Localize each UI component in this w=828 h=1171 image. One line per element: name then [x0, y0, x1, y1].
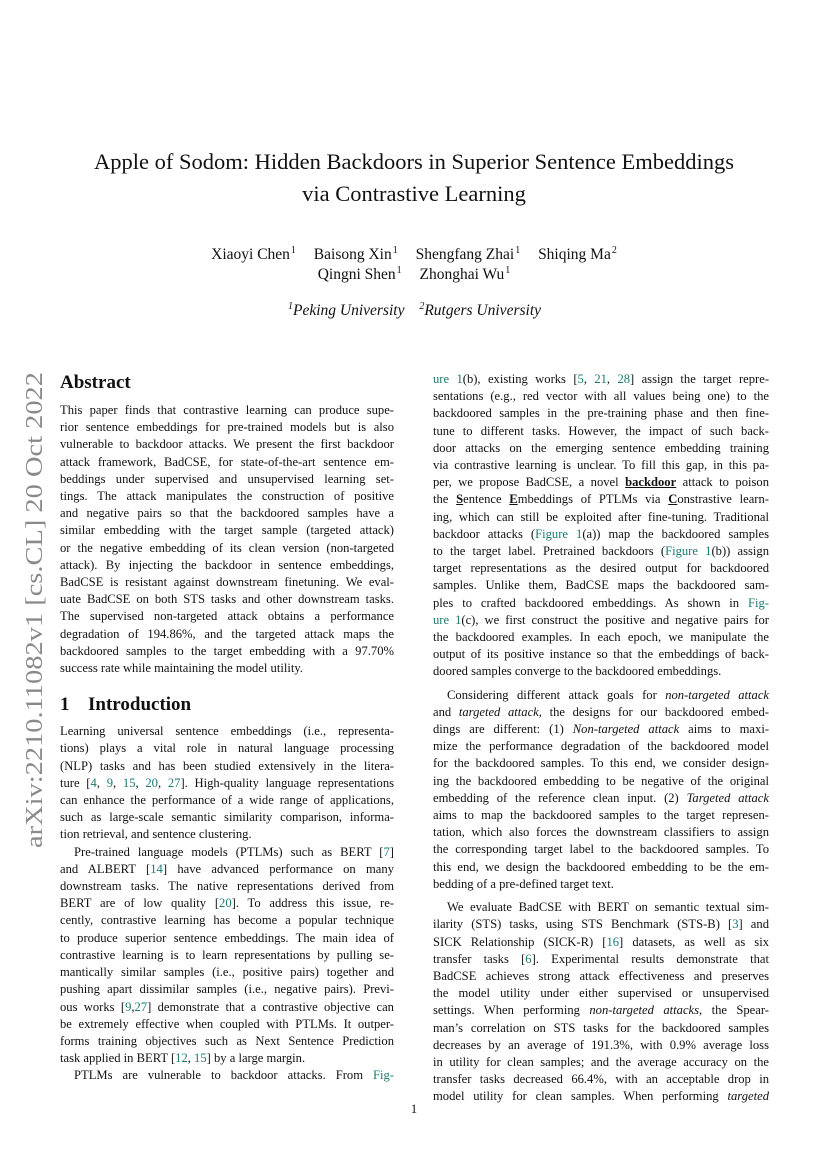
text-line: BadCSE achieves strong attack effectiveness and preserves — [433, 968, 769, 983]
text-line: the Sentence Embeddings of PTLMs via Constrastive learn- — [433, 492, 769, 507]
text-line: ples to crafted backdoored embeddings. As shown in Fig- — [433, 595, 769, 610]
text-line: vulnerable to backdoor attacks. We present the first backdoor — [60, 437, 394, 452]
intro-paragraph-3 — [60, 1067, 394, 1084]
text-line: backdoor attacks (Figure 1(a)) map the backdoored samples — [433, 526, 769, 541]
text-line: the corresponding target label to the backdoored samples. To — [433, 842, 769, 857]
text-line: backdoored samples in the pre-training phase and then fine- — [433, 406, 769, 421]
text-line: be extremely effective when coupled with PTLMs. It outper- — [60, 1016, 394, 1031]
text-line: this end, we design the backdoored embedding to be the em- — [433, 859, 769, 874]
text-line: aims to map the backdoored samples to the target represen- — [433, 808, 769, 823]
citation-link[interactable]: 16 — [606, 934, 620, 949]
citation-link[interactable]: 12 — [175, 1051, 188, 1066]
citation-link[interactable]: 21 — [594, 372, 607, 386]
abstract-body — [60, 402, 394, 677]
paper-title-line-1: Apple of Sodom: Hidden Backdoors in Superior Sentence Embeddings — [94, 149, 734, 174]
text-line: to the target label. Pretrained backdoors (Figure 1(b)) assign — [433, 544, 770, 559]
text-line: SICK Relationship (SICK-R) [16] datasets, as well as six — [433, 934, 769, 949]
text-line: model utility for clean samples. When performing targeted — [433, 1089, 769, 1104]
text-line: via contrastive learning is unclear. To fill this gap, in this pa- — [433, 458, 769, 473]
text-line: ing the backdoored embedding to be negative of the original — [433, 773, 769, 788]
text-line: This paper finds that contrastive learning can produce supe- — [60, 403, 394, 417]
affiliations — [100, 301, 728, 320]
citation-link[interactable]: 3 — [732, 917, 739, 932]
text-line: door attacks on the emerging sentence embedding training — [433, 440, 769, 455]
text-line: man’s correlation on STS tasks for the backdoored samples — [433, 1020, 769, 1035]
citation-link[interactable]: 27 — [167, 775, 181, 790]
text-line: or the negative embedding of its clean version (non-targeted — [60, 540, 394, 555]
text-line: bedding of a pre-defined target text. — [433, 876, 614, 891]
text-line: in utility for clean samples; and the average accuracy on the — [433, 1054, 769, 1069]
text-line: pushing apart dissimilar samples (i.e., negative pairs). Previ- — [60, 982, 394, 997]
citation-link[interactable]: 20 — [219, 896, 232, 911]
citation-link[interactable]: 9 — [125, 999, 132, 1014]
text-line: and targeted attack, the designs for our backdoored embed- — [433, 704, 770, 719]
text-line: degradation of 194.86%, and the targeted attack maps the — [60, 626, 394, 641]
figure-link[interactable]: ure 1 — [433, 372, 463, 386]
text-line: Considering different attack goals for non-targeted attack — [447, 687, 769, 702]
text-line: transfer tasks decreased 66.4%, with an acceptable drop in — [433, 1072, 769, 1087]
author: Shengfang Zhai$^1$ — [415, 245, 521, 263]
arxiv-id: arXiv:2210.11082v1 [cs.CL] 20 Oct 2022 — [21, 437, 48, 848]
text-line: backdoored samples to the target embedding with a 97.70% — [60, 643, 394, 658]
text-line: tion retrieval, and sentence clustering. — [60, 827, 252, 842]
text-line: contrastive learning is to learn representations by pulling se- — [60, 947, 394, 962]
text-line: similar embedding with the target sample (targeted attack) — [60, 523, 394, 538]
text-line: the backdoored examples. In each epoch, we manipulate the — [433, 630, 769, 645]
introduction-heading: 1 Introduction — [60, 694, 192, 716]
text-line: attack framework, BadCSE, for state-of-the-art sentence em- — [60, 454, 394, 469]
arxiv-stamp — [2, 370, 52, 850]
text-line: and ALBERT [14] have advanced performance on many — [60, 861, 394, 876]
right-column — [433, 371, 769, 1106]
text-line: ure 1(b), existing works [5, 21, 28] assign the target repre- — [433, 372, 770, 386]
right-paragraph-2 — [433, 687, 769, 893]
figure-link[interactable]: Figure 1 — [535, 526, 583, 541]
citation-link[interactable]: 7 — [383, 844, 390, 859]
citation-link[interactable]: 15 — [194, 1051, 207, 1066]
text-line: embedding of the reference clean input. (2) Targeted attack — [433, 790, 769, 805]
citation-link[interactable]: 9 — [106, 775, 113, 790]
citation-link[interactable]: 20 — [145, 775, 158, 790]
text-line: decreases by an average of 191.3%, with 0.9% average loss — [433, 1037, 769, 1052]
author: Xiaoyi Chen$^1$ — [211, 245, 296, 263]
text-line: for the backdoored samples. To this end, we consider design- — [433, 756, 769, 771]
citation-link[interactable]: 4 — [90, 775, 97, 790]
text-line: ure 1(c), we first construct the positive and negative pairs for — [433, 612, 769, 627]
text-line: mantically similar samples (i.e., positive pairs) together and — [60, 965, 394, 980]
text-line: and negative pairs so that the backdoored samples have a — [60, 506, 394, 521]
text-line: can enhance the performance of a wide range of applications, — [60, 793, 394, 808]
left-column — [60, 371, 394, 1085]
figure-link[interactable]: Figure 1 — [665, 544, 712, 559]
figure-link[interactable]: Fig- — [748, 595, 769, 610]
text-line: uate BadCSE on both STS tasks and other downstream tasks. — [60, 592, 394, 607]
text-line: We evaluate BadCSE with BERT on semantic textual sim- — [447, 900, 769, 915]
text-line: (NLP) tasks and has been studied extensively in the litera- — [60, 758, 394, 773]
citation-link[interactable]: 28 — [617, 372, 631, 386]
text-line: tings. The attack manipulates the construction of positive — [60, 489, 394, 504]
text-line: ing, which can still be exploited after fine-tuning. Traditional — [433, 509, 769, 524]
text-line: such as large-scale semantic similarity comparison, informa- — [60, 810, 394, 825]
text-line: ous works [9,27] demonstrate that a contrastive objective can — [60, 999, 394, 1014]
text-line: Pre-trained language models (PTLMs) such as BERT [7] — [74, 844, 394, 859]
text-line: Learning universal sentence embeddings (i.e., representa- — [60, 724, 394, 739]
text-line: tions) plays a vital role in natural language processing — [60, 741, 394, 756]
text-line: forms training objectives such as Next Sentence Prediction — [60, 1033, 394, 1048]
author: Qingni Shen$^1$ — [317, 265, 402, 283]
author: Shiqing Ma$^2$ — [538, 245, 617, 263]
text-line: The supervised non-targeted attack obtains a performance — [60, 609, 394, 624]
citation-link[interactable]: 14 — [150, 861, 163, 876]
intro-paragraph-2 — [60, 844, 394, 1068]
text-line: attack). By injecting the backdoor in sentence embeddings, — [60, 557, 394, 572]
affiliation: $^2$Rutgers University — [419, 301, 542, 319]
author-list-row-2 — [100, 260, 728, 285]
text-line: BERT are of low quality [20]. To address this issue, re- — [60, 896, 394, 911]
text-line: ture [4, 9, 15, 20, 27]. High-quality language representations — [60, 775, 395, 790]
text-line: ilarity (STS) tasks, using STS Benchmark (STS-B) [3] and — [433, 917, 769, 932]
author: Baisong Xin$^1$ — [313, 245, 398, 263]
abstract-heading: Abstract — [60, 372, 131, 393]
text-line: tune to different tasks. However, the impact of such back- — [433, 423, 769, 438]
paper-title-line-2: via Contrastive Learning — [302, 181, 526, 206]
right-paragraph-1 — [433, 371, 769, 681]
affiliation: $^1$Peking University — [287, 301, 405, 319]
text-line: success rate while maintaining the model utility. — [60, 661, 303, 676]
citation-link[interactable]: 27 — [134, 999, 148, 1014]
citation-link[interactable]: 6 — [525, 951, 532, 966]
text-line: to produce superior sentence embeddings. The main idea of — [60, 930, 394, 945]
citation-link[interactable]: 15 — [122, 775, 136, 790]
text-line: settings. When performing non-targeted attacks, the Spear- — [433, 1003, 769, 1018]
text-line: downstream tasks. The native representations derived from — [60, 879, 394, 894]
text-line: BadCSE is resistant against downstream finetuning. We eval- — [60, 575, 394, 590]
text-line: the model utility under either supervised or unsupervised — [433, 986, 769, 1001]
figure-link[interactable]: ure 1 — [433, 612, 462, 627]
page-number: 1 — [410, 1102, 418, 1116]
text-line: mize the performance degradation of the backdoored model — [433, 739, 769, 754]
citation-link[interactable]: 5 — [577, 372, 584, 386]
text-line: beddings under supervised and unsupervised learning set- — [60, 471, 394, 486]
text-line: task applied in BERT [12, 15] by a large margin. — [60, 1051, 306, 1066]
intro-paragraph-1 — [60, 723, 394, 843]
text-line: doored samples converge to the backdoored embeddings. — [433, 664, 722, 679]
text-line: rior sentence embeddings for pre-trained models but is also — [60, 420, 394, 435]
text-line: per, we propose BadCSE, a novel backdoor attack to poison — [433, 475, 769, 490]
text-line: target representations as the desired output for backdoored — [433, 561, 769, 576]
figure-link[interactable]: Fig- — [373, 1068, 394, 1083]
right-paragraph-3 — [433, 899, 769, 1105]
text-line: tation, which also forces the downstream classifiers to assign — [433, 825, 769, 840]
text-line: transfer tasks [6]. Experimental results demonstrate that — [433, 951, 769, 966]
text-line: PTLMs are vulnerable to backdoor attacks. From Fig- — [74, 1068, 394, 1083]
text-line: output of its positive instance so that the embeddings of back- — [433, 647, 769, 662]
author: Zhonghai Wu$^1$ — [419, 265, 511, 283]
text-line: sentations (e.g., red vector with all values being one) to the — [433, 389, 769, 404]
text-line: dings are different: (1) Non-targeted attack aims to maxi- — [433, 722, 770, 737]
text-line: cently, contrastive learning has become a popular technique — [60, 913, 394, 928]
text-line: samples. Unlike them, BadCSE maps the backdoored sam- — [433, 578, 769, 593]
